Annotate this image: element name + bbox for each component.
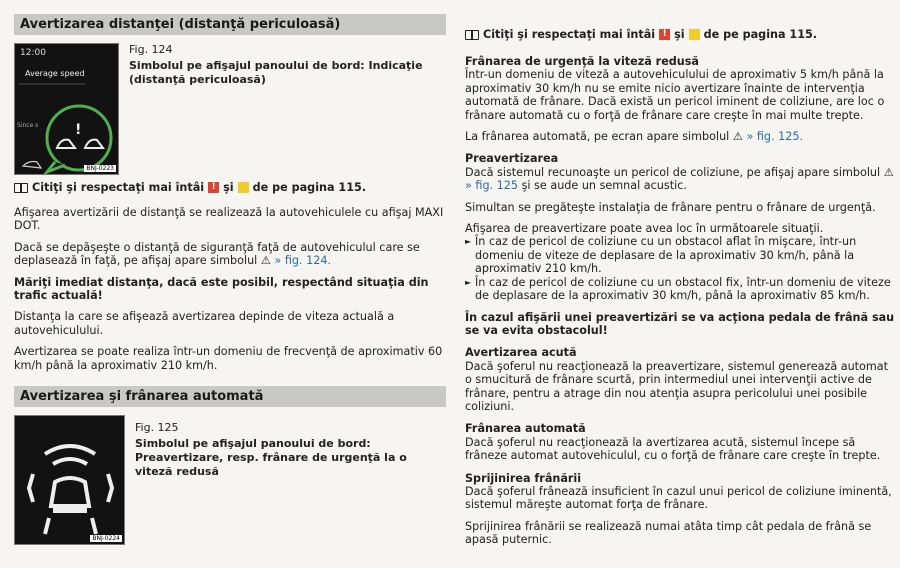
left-column [14,0,446,545]
heading-low-speed-braking: Frânarea de urgenţă la viteză redusă [465,55,699,68]
figure-125-code: BNJ-0224 [92,535,120,543]
book-icon [465,30,479,40]
collision-symbol-icon: ⚠ [883,165,894,179]
figure-124 [14,43,446,175]
section-title-distance-warning: Avertizarea distanţei (distanţă periculoasă) [14,14,446,35]
list-item: ► În caz de pericol de coliziune cu un obstacol fix, într-un domeniu de viteze de deplasare de la aproximativ 30 km/h, până la aproximativ 85 km/h. [465,276,895,303]
car-distance-icon: ⚠ [260,254,271,268]
heading-acute-warning: Avertizarea acută [465,346,577,360]
heading-brake-assist: Sprijinirea frânării [465,471,582,485]
paragraph-brake-assist: Dacă şoferul frânează insuficient în cazul unui pericol de coliziune iminentă, sistemul măreşte automat forţa de frânare. [465,484,892,512]
read-note-and: şi [674,28,685,41]
collision-warning-icon [15,416,126,546]
read-note-and: şi [223,181,234,194]
section-title-warning-braking: Avertizarea şi frânarea automată [14,386,446,407]
paragraph-prewarning [465,166,895,193]
figure-125-caption [135,421,446,545]
distance-warning-icon [15,44,120,176]
figure-125-image [14,415,125,545]
paragraph-simultaneous: Simultan se pregăteşte instalaţia de frânare pentru o frânare de urgenţă. [465,200,876,214]
heading-auto-braking: Frânarea automată [465,422,586,436]
figure-125-number: Fig. 125 [135,421,179,435]
paragraph-auto-braking: Dacă şoferul nu reacţionează la avertizarea acută, sistemul începe să frâneze automat autovehiculul, cu o forţă de frânare care creşte în trepte. [465,435,881,463]
figure-125-title: Simbolul pe afişajul panoului de bord: Preavertizare, resp. frânare de urgenţă la o viteză redusă [135,437,407,479]
read-note-text: Citiţi şi respectaţi mai întâi [32,181,205,194]
paragraph-exceed [14,241,446,268]
paragraph-low-speed: Într-un domeniu de viteză a autovehiculului de aproximativ 5 km/h până la aproximativ 30 km/h nu se emite nicio avertizare înainte de intervenţia automată de frânare. Dacă există un pericol iminent de coliziune, are loc o frânare automată cu o forţă de frânare care creşte în mai multe trepte. [465,68,885,122]
right-column [465,0,895,547]
paragraph-display: Afişarea avertizării de distanţă se realizează la autovehiculele cu afişaj MAXI DOT. [14,206,444,233]
book-icon [14,183,28,193]
paragraph-range: Avertizarea se poate realiza într-un domeniu de frecvenţă de aproximativ 60 km/h până la aproximativ 210 km/h. [14,345,443,372]
warning-yellow-icon [238,182,249,193]
figure-124-number: Fig. 124 [129,43,173,56]
figure-124-code: BNJ-0223 [86,165,114,172]
figure-124-title: Simbolul pe afişajul panoului de bord: Indicaţie (distanţă periculoasă) [129,59,423,86]
paragraph-prewarning-end: şi se aude un semnal acustic. [521,179,687,193]
paragraph-auto-brake-symbol [465,130,895,143]
paragraph-exceed-text: Dacă se depăşeşte o distanţă de siguranţă faţă de autovehiculul care se deplasează în faţă, pe afişaj apare simbolul [14,240,420,268]
paragraph-auto-brake-text: La frânarea automată, pe ecran apare simbolul [465,130,730,144]
warning-red-icon: ! [208,182,219,193]
screen-time: 12:00 [20,48,46,58]
list-item: ► În caz de pericol de coliziune cu un obstacol aflat în mişcare, într-un domeniu de viteze de deplasare de la aproximativ 30 km/h, până la aproximativ 210 km/h. [465,235,895,275]
paragraph-situations: Afişarea de preavertizare poate avea loc în următoarele situaţii. [465,222,824,236]
read-first-note [14,181,446,194]
read-note-page: de pe pagina 115. [252,181,367,194]
screen-label: Average speed [25,69,85,78]
heading-prewarning: Preavertizarea [465,152,559,166]
paragraph-prewarning-text: Dacă sistemul recunoaşte un pericol de coliziune, pe afişaj apare simbolul [465,165,881,179]
paragraph-acute-warning: Dacă şoferul nu reacţionează la preavertizare, sistemul generează automat o smucitură de frânare scurtă, prin intermediul unei intervenţii active de frânare, pentru a atrage din nou atenţia asupra pericolului unei posibile coliziuni. [465,359,889,413]
paragraph-distance-speed: Distanţa la care se afişează avertizarea depinde de viteza actuală a autovehiculului. [14,310,395,337]
warning-yellow-icon [689,29,700,40]
figure-125 [14,415,446,545]
read-first-note-right [465,28,895,41]
read-note-page: de pe pagina 115. [703,28,818,41]
svg-text:!: ! [75,122,82,138]
fig-125-link[interactable]: » fig. 125. [746,130,804,144]
figure-124-image [14,43,119,175]
read-note-text: Citiţi şi respectaţi mai întâi [483,28,656,41]
figure-124-caption [129,43,446,175]
screen-side-label: Since s [17,122,39,129]
warning-red-icon: ! [659,29,670,40]
fig-124-link[interactable]: » fig. 124. [274,254,332,268]
paragraph-increase-distance: Măriţi imediat distanţa, dacă este posibil, respectând situaţia din trafic actuală! [14,275,429,303]
paragraph-brake-warning: În cazul afişării unei preavertizări se va acţiona pedala de frână sau se va evita obstacolul! [465,310,895,337]
paragraph-brake-assist-pedal: Sprijinirea frânării se realizează numai atâta timp cât pedala de frână se apasă puternic. [465,519,872,547]
collision-symbol-icon: ⚠ [732,130,743,144]
fig-125-link-2[interactable]: » fig. 125 [465,179,519,193]
